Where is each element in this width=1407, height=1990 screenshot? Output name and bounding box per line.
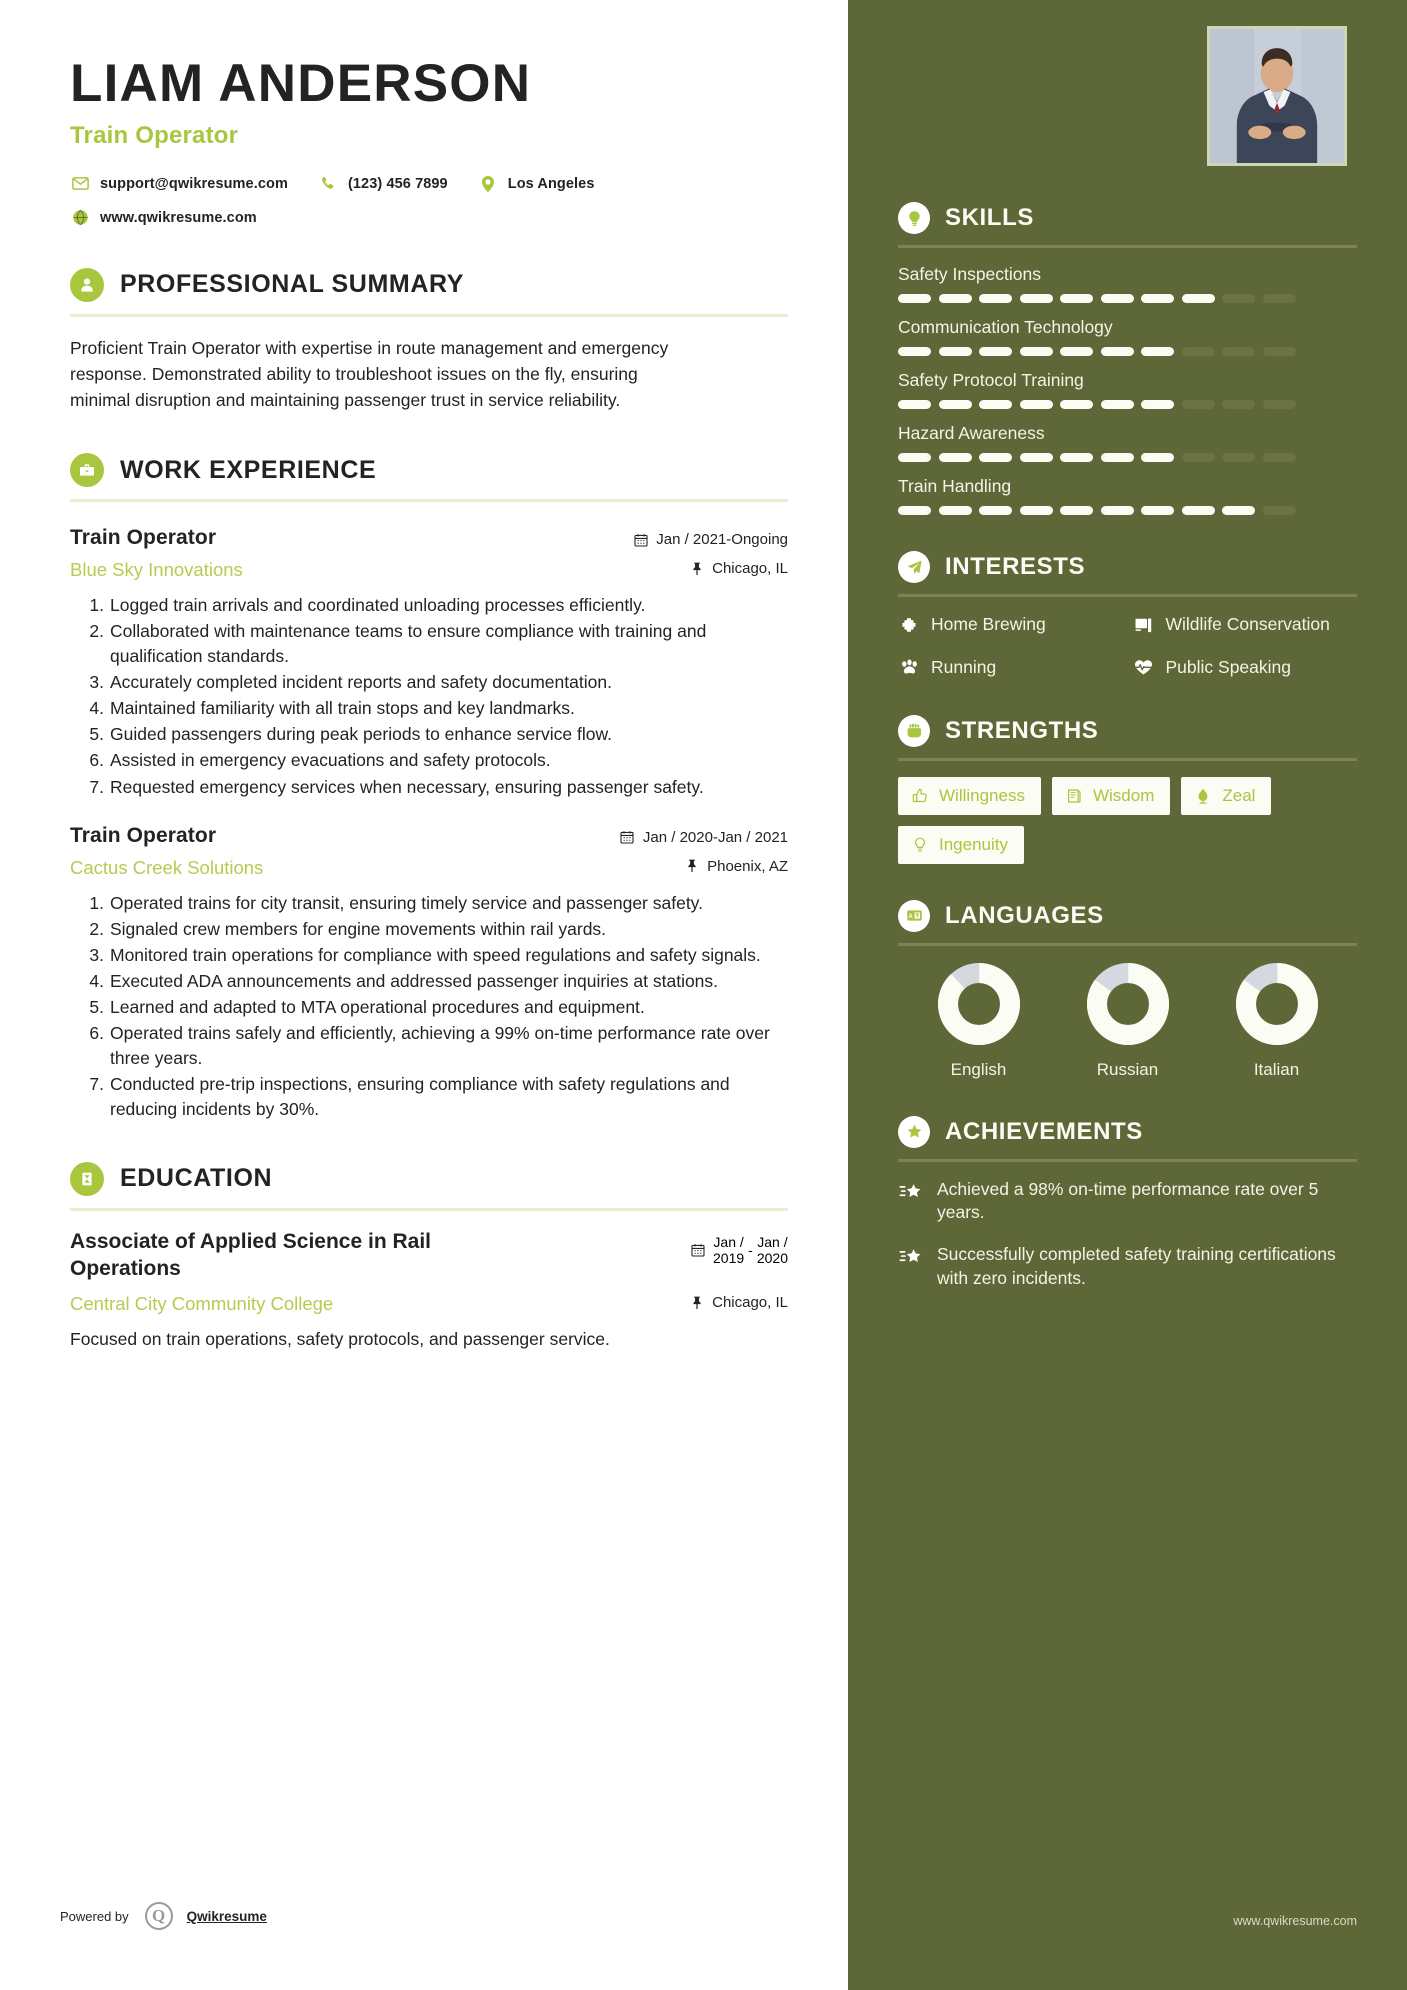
- work-bullet: Learned and adapted to MTA operational procedures and equipment.: [110, 996, 645, 1017]
- skill-level-segment: [1263, 294, 1296, 303]
- interests-grid: [898, 613, 1357, 679]
- education-entry-meta: [690, 1229, 788, 1268]
- heartbeat-icon: [1133, 658, 1155, 678]
- work-entry: [70, 526, 788, 799]
- shooting-star-icon: [898, 1246, 924, 1270]
- right-sidebar: [848, 0, 1407, 1990]
- section-title-work-experience: WORK EXPERIENCE: [120, 455, 377, 484]
- skill-level-segment: [979, 347, 1012, 356]
- contact-phone-text: (123) 456 7899: [347, 175, 448, 192]
- book-icon: [1065, 787, 1083, 805]
- globe-icon: [70, 208, 90, 228]
- skill-level-meter: [898, 453, 1357, 462]
- strength-label: Wisdom: [1092, 785, 1155, 805]
- work-dates: [620, 829, 788, 846]
- interest-item: [1133, 613, 1358, 636]
- calendar-icon: [633, 532, 648, 547]
- section-divider: [70, 499, 788, 502]
- languages-list: [898, 962, 1357, 1080]
- contact-email[interactable]: [70, 174, 288, 194]
- footer-branding: [60, 1902, 267, 1930]
- interest-item: [898, 656, 1123, 679]
- education-location: [689, 1284, 788, 1311]
- skill-level-segment: [979, 294, 1012, 303]
- work-location: [633, 560, 788, 577]
- skill-level-segment: [1101, 347, 1134, 356]
- skill-level-meter: [898, 294, 1357, 303]
- skill-level-segment: [1222, 294, 1255, 303]
- interest-item: [898, 613, 1123, 636]
- puzzle-piece-icon: [898, 615, 920, 635]
- work-bullet-list: [70, 593, 788, 799]
- skill-label: Communication Technology: [898, 317, 1113, 337]
- strength-chip: [1052, 777, 1170, 815]
- education-start-date: [713, 1234, 744, 1268]
- envelope-icon: [70, 174, 90, 194]
- education-degree: Associate of Applied Science in Rail Operations: [70, 1229, 431, 1280]
- language-icon: [898, 900, 930, 932]
- language-donut-chart: [1086, 962, 1170, 1046]
- strengths-list: [898, 777, 1357, 864]
- work-company-name: Blue Sky Innovations: [70, 559, 243, 581]
- education-date-separator: -: [748, 1242, 753, 1259]
- paw-icon: [898, 658, 920, 678]
- achievement-item: [898, 1178, 1357, 1226]
- skill-item: [898, 317, 1357, 356]
- section-header-skills: [898, 202, 1357, 234]
- section-divider: [898, 758, 1357, 761]
- work-entry-meta: [620, 824, 788, 875]
- professional-summary-text: Proficient Train Operator with expertise in route management and emergency response. Demonstrated ability to troubleshoot issues on the fly, ensuring minimal disruption and maintaining passenger trust in service reliability.: [70, 337, 669, 411]
- skill-item: [898, 264, 1357, 303]
- section-title-strengths: STRENGTHS: [945, 716, 1099, 744]
- education-entry-identity: [70, 1229, 490, 1283]
- work-bullet: Guided passengers during peak periods to enhance service flow.: [110, 724, 612, 745]
- footer-site-url: www.qwikresume.com: [1233, 1914, 1357, 1928]
- language-item: [1235, 962, 1319, 1080]
- section-header-professional-summary: [70, 268, 788, 302]
- location-pin-icon: [478, 174, 498, 194]
- section-header-work-experience: [70, 453, 788, 487]
- skill-level-segment: [939, 347, 972, 356]
- work-bullet: Maintained familiarity with all train stops and key landmarks.: [110, 698, 575, 719]
- person-icon: [70, 268, 104, 302]
- education-entry-header: [70, 1229, 788, 1283]
- section-title-interests: INTERESTS: [945, 553, 1086, 580]
- skill-item: [898, 476, 1357, 515]
- education-end-year: 2020: [756, 1250, 788, 1267]
- work-bullet: Collaborated with maintenance teams to ensure compliance with training and qualification standards.: [110, 621, 707, 667]
- education-location-text: Chicago, IL: [712, 1294, 788, 1312]
- skill-level-segment: [1222, 400, 1255, 409]
- contact-location: [478, 174, 595, 194]
- phone-icon: [318, 174, 338, 194]
- language-item: [1086, 962, 1170, 1080]
- section-header-education: [70, 1162, 788, 1196]
- work-entry: [70, 824, 788, 1122]
- skill-label: Safety Protocol Training: [898, 370, 1084, 390]
- qwikresume-link[interactable]: Qwikresume: [186, 1908, 267, 1924]
- skill-item: [898, 370, 1357, 409]
- skills-list: [898, 264, 1357, 515]
- graduation-icon: [70, 1162, 104, 1196]
- work-company-name: Cactus Creek Solutions: [70, 856, 264, 878]
- work-bullet: Monitored train operations for compliance with speed regulations and safety signals.: [110, 944, 761, 965]
- skill-level-segment: [898, 400, 931, 409]
- work-job-title: Train Operator: [70, 526, 217, 550]
- skill-level-segment: [939, 294, 972, 303]
- skill-level-segment: [979, 506, 1012, 515]
- contact-line-secondary: [70, 208, 788, 228]
- skill-level-segment: [1263, 400, 1296, 409]
- work-bullet: Logged train arrivals and coordinated unloading processes efficiently.: [110, 595, 646, 616]
- qwikresume-logo-icon: Q: [145, 1902, 173, 1930]
- skill-level-segment: [1141, 453, 1174, 462]
- map-pin-icon: [689, 1295, 704, 1310]
- star-badge-icon: [898, 1116, 930, 1148]
- skill-level-segment: [898, 506, 931, 515]
- contact-website[interactable]: [70, 208, 257, 228]
- skill-label: Hazard Awareness: [898, 423, 1045, 443]
- avatar-portrait: [1210, 29, 1344, 163]
- section-header-languages: [898, 900, 1357, 932]
- interest-label: Public Speaking: [1165, 656, 1291, 677]
- skill-level-segment: [1101, 400, 1134, 409]
- interest-label: Home Brewing: [931, 614, 1046, 634]
- section-title-professional-summary: PROFESSIONAL SUMMARY: [120, 270, 464, 299]
- skill-level-segment: [898, 294, 931, 303]
- language-label: Russian: [1096, 1059, 1159, 1079]
- language-donut-chart: [1235, 962, 1319, 1046]
- interest-label: Wildlife Conservation: [1165, 614, 1330, 634]
- skill-level-segment: [939, 453, 972, 462]
- section-divider: [898, 245, 1357, 248]
- skill-level-segment: [1182, 347, 1215, 356]
- skill-level-meter: [898, 400, 1357, 409]
- skill-level-segment: [1020, 400, 1053, 409]
- shooting-star-icon: [898, 1181, 924, 1205]
- contact-location-text: Los Angeles: [507, 175, 595, 192]
- paper-plane-icon: [898, 551, 930, 583]
- skill-level-segment: [1222, 506, 1255, 515]
- section-divider: [70, 314, 788, 317]
- work-dates-text: Jan / 2020-Jan / 2021: [642, 828, 788, 846]
- work-dates-text: Jan / 2021-Ongoing: [656, 531, 788, 549]
- page-title: LIAM ANDERSON: [70, 54, 532, 113]
- section-header-strengths: [898, 715, 1357, 747]
- skill-level-segment: [1060, 506, 1093, 515]
- language-donut-chart: [937, 962, 1021, 1046]
- skill-level-segment: [1020, 453, 1053, 462]
- calendar-icon: [690, 1243, 705, 1258]
- work-bullet: Operated trains safely and efficiently, achieving a 99% on-time performance rate over three years.: [110, 1022, 770, 1068]
- avatar: [1207, 26, 1347, 166]
- work-dates: [633, 531, 788, 548]
- interest-label: Running: [931, 656, 997, 677]
- education-start-month: Jan /: [713, 1233, 744, 1250]
- education-end-month: Jan /: [757, 1233, 788, 1250]
- strength-chip: [898, 777, 1041, 815]
- contact-line-primary: [70, 174, 788, 194]
- calendar-icon: [620, 830, 635, 845]
- skill-level-segment: [1101, 294, 1134, 303]
- skill-label: Safety Inspections: [898, 264, 1041, 284]
- achievement-text: Achieved a 98% on-time performance rate over 5 years.: [937, 1178, 1319, 1223]
- work-location-text: Phoenix, AZ: [707, 857, 788, 875]
- section-divider: [898, 1159, 1357, 1162]
- section-divider: [898, 943, 1357, 946]
- thumbs-up-icon: [911, 787, 929, 805]
- education-school-row: [70, 1284, 788, 1315]
- skill-level-segment: [1141, 347, 1174, 356]
- skill-level-segment: [1222, 453, 1255, 462]
- skill-level-segment: [1263, 453, 1296, 462]
- work-bullet: Requested emergency services when necessary, ensuring passenger safety.: [110, 776, 704, 797]
- education-school: Central City Community College: [70, 1293, 334, 1315]
- section-header-achievements: [898, 1116, 1357, 1148]
- work-entry-meta: [633, 526, 788, 577]
- section-title-languages: LANGUAGES: [945, 901, 1104, 929]
- skill-level-segment: [1222, 347, 1255, 356]
- section-divider: [70, 1208, 788, 1211]
- skill-label: Train Handling: [898, 476, 1012, 496]
- skill-level-segment: [1182, 453, 1215, 462]
- skill-level-segment: [898, 453, 931, 462]
- svg-text:A: A: [907, 914, 913, 921]
- work-bullet: Operated trains for city transit, ensuring timely service and passenger safety.: [110, 892, 704, 913]
- skill-level-segment: [979, 453, 1012, 462]
- strength-label: Zeal: [1222, 785, 1256, 805]
- contact-phone[interactable]: [318, 174, 448, 194]
- section-divider: [898, 594, 1357, 597]
- work-location: [620, 858, 788, 875]
- work-bullet: Executed ADA announcements and addressed passenger inquiries at stations.: [110, 970, 719, 991]
- strength-label: Willingness: [939, 785, 1025, 805]
- skill-level-segment: [1060, 453, 1093, 462]
- achievement-item: [898, 1243, 1357, 1291]
- skill-level-segment: [1263, 347, 1296, 356]
- skill-level-segment: [1263, 506, 1296, 515]
- lightbulb-icon: [911, 836, 929, 854]
- strength-label: Ingenuity: [939, 834, 1008, 854]
- work-bullet: Signaled crew members for engine movements within rail yards.: [110, 918, 607, 939]
- strength-chip: [1181, 777, 1271, 815]
- skill-level-segment: [1141, 400, 1174, 409]
- work-entry-identity: [70, 526, 633, 581]
- contact-website-text: www.qwikresume.com: [100, 209, 257, 226]
- work-entry-identity: [70, 824, 620, 879]
- skill-level-segment: [1060, 294, 1093, 303]
- skill-level-segment: [1020, 506, 1053, 515]
- skill-level-segment: [1060, 347, 1093, 356]
- section-title-education: EDUCATION: [120, 1164, 273, 1193]
- education-description: Focused on train operations, safety protocols, and passenger service.: [70, 1329, 610, 1350]
- map-pin-icon: [684, 859, 699, 874]
- powered-by-label: Powered by: [60, 1908, 129, 1924]
- education-entry: [70, 1229, 788, 1353]
- achievements-list: [898, 1178, 1357, 1291]
- education-end-date: [757, 1234, 788, 1268]
- work-bullet-list: [70, 891, 788, 1122]
- chalkboard-icon: [1133, 615, 1155, 635]
- skill-level-segment: [979, 400, 1012, 409]
- interest-item: [1133, 656, 1358, 679]
- lightbulb-icon: [898, 202, 930, 234]
- briefcase-icon: [70, 453, 104, 487]
- skill-level-segment: [1182, 400, 1215, 409]
- flame-icon: [1194, 787, 1212, 805]
- skill-level-segment: [939, 506, 972, 515]
- skill-level-segment: [1141, 294, 1174, 303]
- section-title-achievements: ACHIEVEMENTS: [945, 1117, 1143, 1145]
- education-dates: [690, 1234, 788, 1268]
- skill-level-segment: [1020, 347, 1053, 356]
- work-job-title: Train Operator: [70, 823, 217, 847]
- work-entry-header: [70, 824, 788, 879]
- contact-email-text: support@qwikresume.com: [100, 175, 288, 192]
- skill-level-segment: [898, 347, 931, 356]
- achievement-text: Successfully completed safety training certifications with zero incidents.: [937, 1244, 1336, 1288]
- work-bullet: Assisted in emergency evacuations and safety protocols.: [110, 750, 551, 771]
- work-bullet: Conducted pre-trip inspections, ensuring compliance with safety regulations and reducing incidents by 30%.: [110, 1073, 730, 1119]
- skill-level-segment: [1101, 453, 1134, 462]
- section-title-skills: SKILLS: [945, 204, 1034, 231]
- fist-icon: [898, 715, 930, 747]
- language-label: Italian: [1253, 1059, 1300, 1079]
- work-entry-header: [70, 526, 788, 581]
- work-location-text: Chicago, IL: [712, 560, 788, 578]
- skill-level-meter: [898, 347, 1357, 356]
- skill-level-segment: [1060, 400, 1093, 409]
- skill-level-segment: [1101, 506, 1134, 515]
- skill-level-segment: [1182, 294, 1215, 303]
- job-role-subtitle: Train Operator: [70, 121, 239, 149]
- skill-item: [898, 423, 1357, 462]
- language-label: English: [950, 1059, 1007, 1079]
- skill-level-meter: [898, 506, 1357, 515]
- strength-chip: [898, 826, 1024, 864]
- work-bullet: Accurately completed incident reports and safety documentation.: [110, 672, 612, 693]
- skill-level-segment: [1182, 506, 1215, 515]
- skill-level-segment: [1141, 506, 1174, 515]
- education-start-year: 2019: [713, 1250, 745, 1267]
- skill-level-segment: [939, 400, 972, 409]
- skill-level-segment: [1020, 294, 1053, 303]
- contact-block: [70, 174, 788, 228]
- map-pin-icon: [689, 561, 704, 576]
- language-item: [937, 962, 1021, 1080]
- section-header-interests: [898, 551, 1357, 583]
